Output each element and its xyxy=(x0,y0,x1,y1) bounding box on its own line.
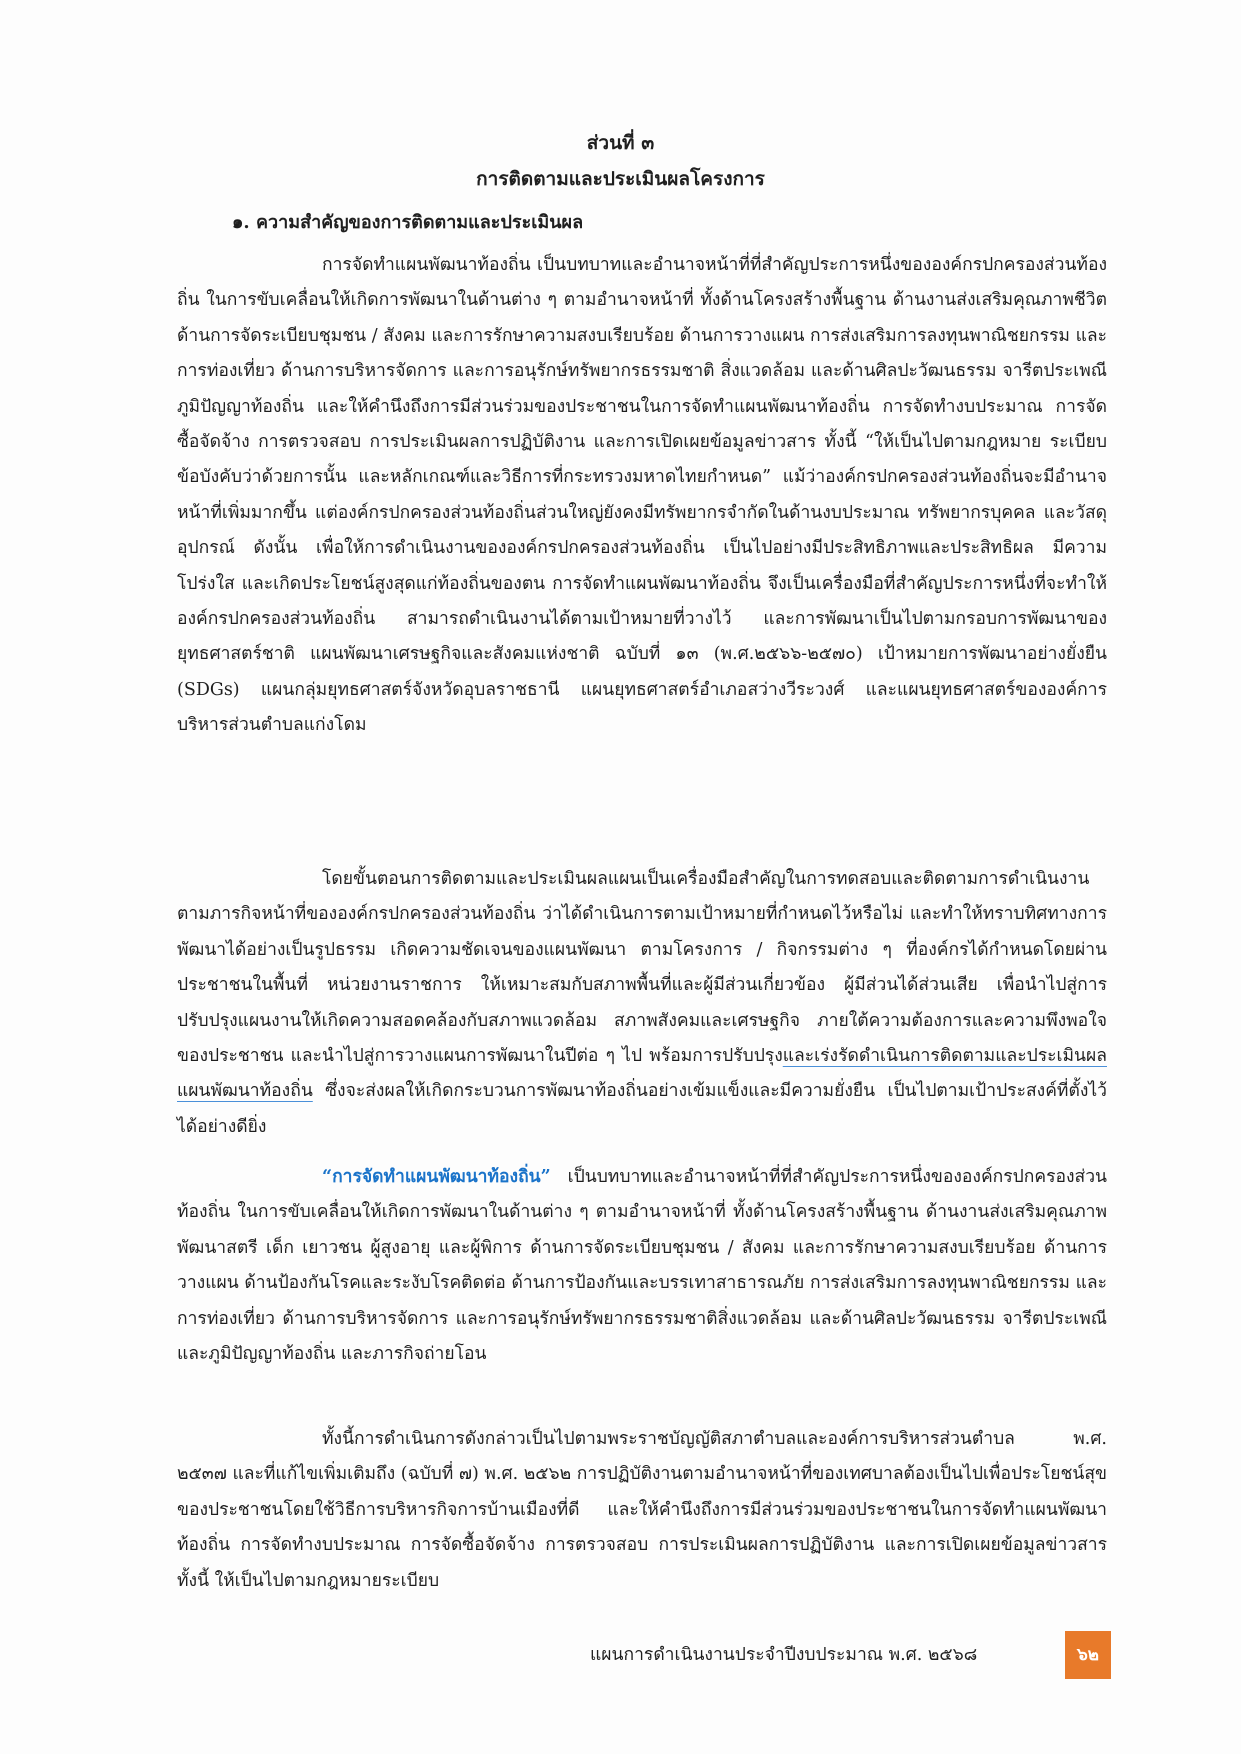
paragraph-1: การจัดทำแผนพัฒนาท้องถิ่น เป็นบทบาทและอำนาจหน้าที่ที่สำคัญประการหนึ่งขององค์กรปกครองส่วนท้องถิ่น ในการขับเคลื่อนให้เกิดการพัฒนาในด้านต่าง ๆ ตามอำนาจหน้าที่ ทั้งด้านโครงสร้างพื้นฐาน ด้านงานส่งเสริมคุณภาพชีวิต ด้านการจัดระเบียบชุมชน / สังคม และการรักษาความสงบเรียบร้อย ด้านการวางแผน การส่งเสริมการลงทุนพาณิชยกรรม และการท่องเที่ยว ด้านการบริหารจัดการ และการอนุรักษ์ทรัพยากรธรรมชาติ สิ่งแวดล้อม และด้านศิลปะวัฒนธรรม จารีตประเพณี ภูมิปัญญาท้องถิ่น และให้คำนึงถึงการมีส่วนร่วมของประชาชนในการจัดทำแผนพัฒนาท้องถิ่น การจัดทำงบประมาณ การจัดซื้อจัดจ้าง การตรวจสอบ การประเมินผลการปฏิบัติงาน และการเปิดเผยข้อมูลข่าวสาร ทั้งนี้ “ให้เป็นไปตามกฎหมาย ระเบียบ ข้อบังคับว่าด้วยการนั้น และหลักเกณฑ์และวิธีการที่กระทรวงมหาดไทยกำหนด” แม้ว่าองค์กรปกครองส่วนท้องถิ่นจะมีอำนาจหน้าที่เพิ่มมากขึ้น แต่องค์กรปกครองส่วนท้องถิ่นส่วนใหญ่ยังคงมีทรัพยากรจำกัดในด้านงบประมาณ ทรัพยากรบุคคล และวัสดุอุปกรณ์ ดังนั้น เพื่อให้การดำเนินงานขององค์กรปกครองส่วนท้องถิ่น เป็นไปอย่างมีประสิทธิภาพและประสิทธิผล มีความโปร่งใส และเกิดประโยชน์สูงสุดแก่ท้องถิ่นของตน การจัดทำแผนพัฒนาท้องถิ่น จึงเป็นเครื่องมือที่สำคัญประการหนึ่งที่จะทำให้องค์กรปกครองส่วนท้องถิ่น สามารถดำเนินงานได้ตามเป้าหมายที่วางไว้ และการพัฒนาเป็นไปตามกรอบการพัฒนาของยุทธศาสตร์ชาติ แผนพัฒนาเศรษฐกิจและสังคมแห่งชาติ ฉบับที่ ๑๓ (พ.ศ.๒๕๖๖-๒๕๗๐) เป้าหมายการพัฒนาอย่างยั่งยืน (SDGs) แผนกลุ่มยุทธศาสตร์จังหวัดอุบลราชธานี แผนยุทธศาสตร์อำเภอสว่างวีระวงศ์ และแผนยุทธศาสตร์ขององค์การบริหารส่วนตำบลแก่งโดม xyxy=(177,255,1107,736)
paragraph-3 xyxy=(177,1160,1107,1372)
paragraph-2-before: โดยขั้นตอนการติดตามและประเมินผลแผนเป็นเครื่องมือสำคัญในการทดสอบและติดตามการดำเนินงานตามภารกิจหน้าที่ขององค์กรปกครองส่วนท้องถิ่น ว่าได้ดำเนินการตามเป้าหมายที่กำหนดไว้หรือไม่ และทำให้ทราบทิศทางการพัฒนาได้อย่างเป็นรูปธรรม เกิดความชัดเจนของแผนพัฒนา ตามโครงการ / กิจกรรมต่าง ๆ ที่องค์กรได้กำหนดโดยผ่านประชาชนในพื้นที่ หน่วยงานราชการ ให้เหมาะสมกับสภาพพื้นที่และผู้มีส่วนเกี่ยวข้อง ผู้มีส่วนได้ส่วนเสีย เพื่อนำไปสู่การปรับปรุงแผนงานให้เกิดความสอดคล้องกับสภาพแวดล้อม สภาพสังคมและเศรษฐกิจ ภายใต้ความต้องการและความพึงพอใจของประชาชน และนำไปสู่การวางแผนการพัฒนาในปีต่อ ๆ ไป พร้อมการปรับปรุง xyxy=(177,869,1107,1067)
part-label: ส่วนที่ ๓ xyxy=(586,132,655,154)
paragraph-2-underlined: และเร่งรัดดำเนินการติดตามและประเมินผลแผนพัฒนาท้องถิ่น xyxy=(177,1046,1107,1102)
paragraph-3-highlight: “การจัดทำแผนพัฒนาท้องถิ่น” xyxy=(322,1167,551,1187)
paragraph-2 xyxy=(177,862,1107,1145)
paragraph-4: ทั้งนี้การดำเนินการดังกล่าวเป็นไปตามพระราชบัญญัติสภาตำบลและองค์การบริหารส่วนตำบล พ.ศ. ๒๕๓๗ และที่แก้ไขเพิ่มเติมถึง (ฉบับที่ ๗) พ.ศ. ๒๕๖๒ การปฏิบัติงานตามอำนาจหน้าที่ของเทศบาลต้องเป็นไปเพื่อประโยชน์สุขของประชาชนโดยใช้วิธีการบริหารกิจการบ้านเมืองที่ดี และให้คำนึงถึงการมีส่วนร่วมของประชาชนในการจัดทำแผนพัฒนาท้องถิ่น การจัดทำงบประมาณ การจัดซื้อจัดจ้าง การตรวจสอบ การประเมินผลการปฏิบัติงาน และการเปิดเผยข้อมูลข่าวสาร ทั้งนี้ ให้เป็นไปตามกฎหมายระเบียบ xyxy=(177,1429,1107,1591)
page-number-badge: ๖๒ xyxy=(1065,1631,1111,1679)
section-1-title: ๑. ความสำคัญของการติดตามและประเมินผล xyxy=(232,212,584,233)
part-title: การติดตามและประเมินผลโครงการ xyxy=(476,168,765,190)
paragraph-3-rest: เป็นบทบาทและอำนาจหน้าที่ที่สำคัญประการหนึ่งขององค์กรปกครองส่วนท้องถิ่น ในการขับเคลื่อนให้เกิดการพัฒนาในด้านต่าง ๆ ตามอำนาจหน้าที่ ทั้งด้านโครงสร้างพื้นฐาน ด้านงานส่งเสริมคุณภาพพัฒนาสตรี เด็ก เยาวชน ผู้สูงอายุ และผู้พิการ ด้านการจัดระเบียบชุมชน / สังคม และการรักษาความสงบเรียบร้อย ด้านการวางแผน ด้านป้องกันโรคและระงับโรคติดต่อ ด้านการป้องกันและบรรเทาสาธารณภัย การส่งเสริมการลงทุนพาณิชยกรรม และการท่องเที่ยว ด้านการบริหารจัดการ และการอนุรักษ์ทรัพยากรธรรมชาติสิ่งแวดล้อม และด้านศิลปะวัฒนธรรม จารีตประเพณี และภูมิปัญญาท้องถิ่น และภารกิจถ่ายโอน xyxy=(177,1167,1107,1365)
footer-plan-title: แผนการดำเนินงานประจำปีงบประมาณ พ.ศ. ๒๕๖๘ xyxy=(590,1645,978,1665)
paragraph-2-after: ซึ่งจะส่งผลให้เกิดกระบวนการพัฒนาท้องถิ่นอย่างเข้มแข็งและมีความยั่งยืน เป็นไปตามเป้าประสงค์ที่ตั้งไว้ได้อย่างดียิ่ง xyxy=(177,1081,1107,1137)
